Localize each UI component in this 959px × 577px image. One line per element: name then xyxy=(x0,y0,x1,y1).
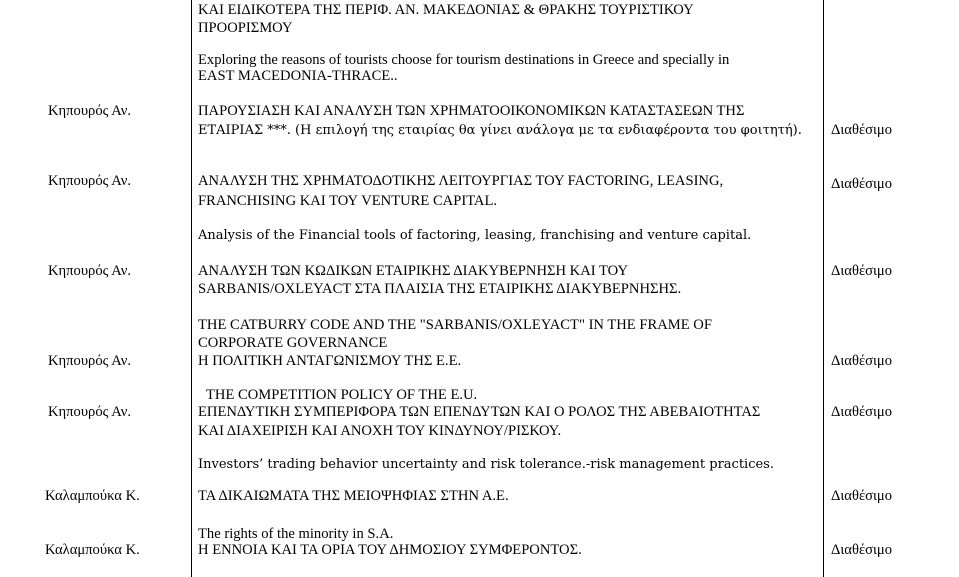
supervisor-name: Κηπουρός Αν. xyxy=(48,173,131,189)
supervisor-name: Κηπουρός Αν. xyxy=(48,404,131,420)
supervisor-name: Καλαμπούκα Κ. xyxy=(45,488,140,504)
status-label: Διαθέσιμο xyxy=(831,542,892,558)
topic-title-line: THE COMPETITION POLICY OF THE E.U. xyxy=(206,387,478,403)
status-label: Διαθέσιμο xyxy=(831,122,892,138)
status-label: Διαθέσιμο xyxy=(831,176,892,192)
column-divider xyxy=(823,0,824,577)
topic-title-line: EAST MACEDONIA-THRACE.. xyxy=(198,68,398,84)
topic-title-line: Η ΠΟΛΙΤΙΚΗ ΑΝΤΑΓΩΝΙΣΜΟΥ ΤΗΣ Ε.Ε. xyxy=(198,353,462,369)
status-label: Διαθέσιμο xyxy=(831,488,892,504)
topic-title-line: ΠΡΟΟΡΙΣΜΟΥ xyxy=(198,20,293,36)
topic-title-line: Investors’ trading behavior uncertainty and risk tolerance.-risk management practices. xyxy=(198,457,774,472)
topic-title-line: Exploring the reasons of tourists choose for tourism destinations in Greece and specially in xyxy=(198,52,730,68)
status-label: Διαθέσιμο xyxy=(831,263,892,279)
status-label: Διαθέσιμο xyxy=(831,353,892,369)
topic-title-line: ΑΝΑΛΥΣΗ ΤΩΝ ΚΩΔΙΚΩΝ ΕΤΑΙΡΙΚΗΣ ΔΙΑΚΥΒΕΡΝΗΣΗ ΚΑΙ ΤΟΥ xyxy=(198,263,628,279)
topic-title-line: ΚΑΙ ΕΙΔΙΚΟΤΕΡΑ ΤΗΣ ΠΕΡΙΦ. ΑΝ. ΜΑΚΕΔΟΝΙΑΣ & ΘΡΑΚΗΣ ΤΟΥΡΙΣΤΙΚΟΥ xyxy=(198,2,694,18)
supervisor-name: Κηπουρός Αν. xyxy=(48,103,131,119)
supervisor-name: Κηπουρός Αν. xyxy=(48,263,131,279)
topic-title-line: Analysis of the Financial tools of factoring, leasing, franchising and venture capital. xyxy=(198,228,752,243)
topic-title-line: ΑΝΑΛΥΣΗ ΤΗΣ ΧΡΗΜΑΤΟΔΟΤΙΚΗΣ ΛΕΙΤΟΥΡΓΙΑΣ ΤΟΥ FACTORING, LEASING, xyxy=(198,173,724,189)
supervisor-name: Κηπουρός Αν. xyxy=(48,353,131,369)
topic-title-line: ΠΑΡΟΥΣΙΑΣΗ ΚΑΙ ΑΝΑΛΥΣΗ ΤΩΝ ΧΡΗΜΑΤΟΟΙΚΟΝΟΜΙΚΩΝ ΚΑΤΑΣΤΑΣΕΩΝ ΤΗΣ xyxy=(198,103,745,119)
topic-title-line: ΕΠΕΝΔΥΤΙΚΗ ΣΥΜΠΕΡΙΦΟΡΑ ΤΩΝ ΕΠΕΝΔΥΤΩΝ ΚΑΙ Ο ΡΟΛΟΣ ΤΗΣ ΑΒΕΒΑΙΟΤΗΤΑΣ xyxy=(198,404,761,420)
supervisor-name: Καλαμπούκα Κ. xyxy=(45,542,140,558)
status-label: Διαθέσιμο xyxy=(831,404,892,420)
topic-title-line: CORPORATE GOVERNANCE xyxy=(198,335,388,351)
topic-title-line: Η ΕΝΝΟΙΑ ΚΑΙ ΤΑ ΟΡΙΑ ΤΟΥ ΔΗΜΟΣΙΟΥ ΣΥΜΦΕΡΟΝΤΟΣ. xyxy=(198,542,582,558)
topic-title-line: The rights of the minority in S.A. xyxy=(198,526,394,542)
topic-title-line: FRANCHISING ΚΑΙ ΤΟΥ VENTURE CAPITAL. xyxy=(198,193,498,209)
topic-title-line: ΤΑ ΔΙΚΑΙΩΜΑΤΑ ΤΗΣ ΜΕΙΟΨΗΦΙΑΣ ΣΤΗΝ Α.Ε. xyxy=(198,488,509,504)
topic-title-line: THE CATBURRY CODE AND THE "SARBANIS/OXLEYACT" IN THE FRAME OF xyxy=(198,317,712,333)
topic-title-line: ΚΑΙ ΔΙΑΧΕΙΡΙΣΗ ΚΑΙ ΑΝΟΧΗ ΤΟΥ ΚΙΝΔΥΝΟΥ/ΡΙΣΚΟΥ. xyxy=(198,423,562,439)
topic-title-line: ΕΤΑΙΡΙΑΣ ***. (Η επιλογή της εταιρίας θα γίνει ανάλογα με τα ενδιαφέροντα του φοιτητή). xyxy=(198,123,802,138)
topic-title-line: SARBANIS/OXLEYACT ΣΤΑ ΠΛΑΙΣΙΑ ΤΗΣ ΕΤΑΙΡΙΚΗΣ ΔΙΑΚΥΒΕΡΝΗΣΗΣ. xyxy=(198,281,682,297)
column-divider xyxy=(191,0,192,577)
